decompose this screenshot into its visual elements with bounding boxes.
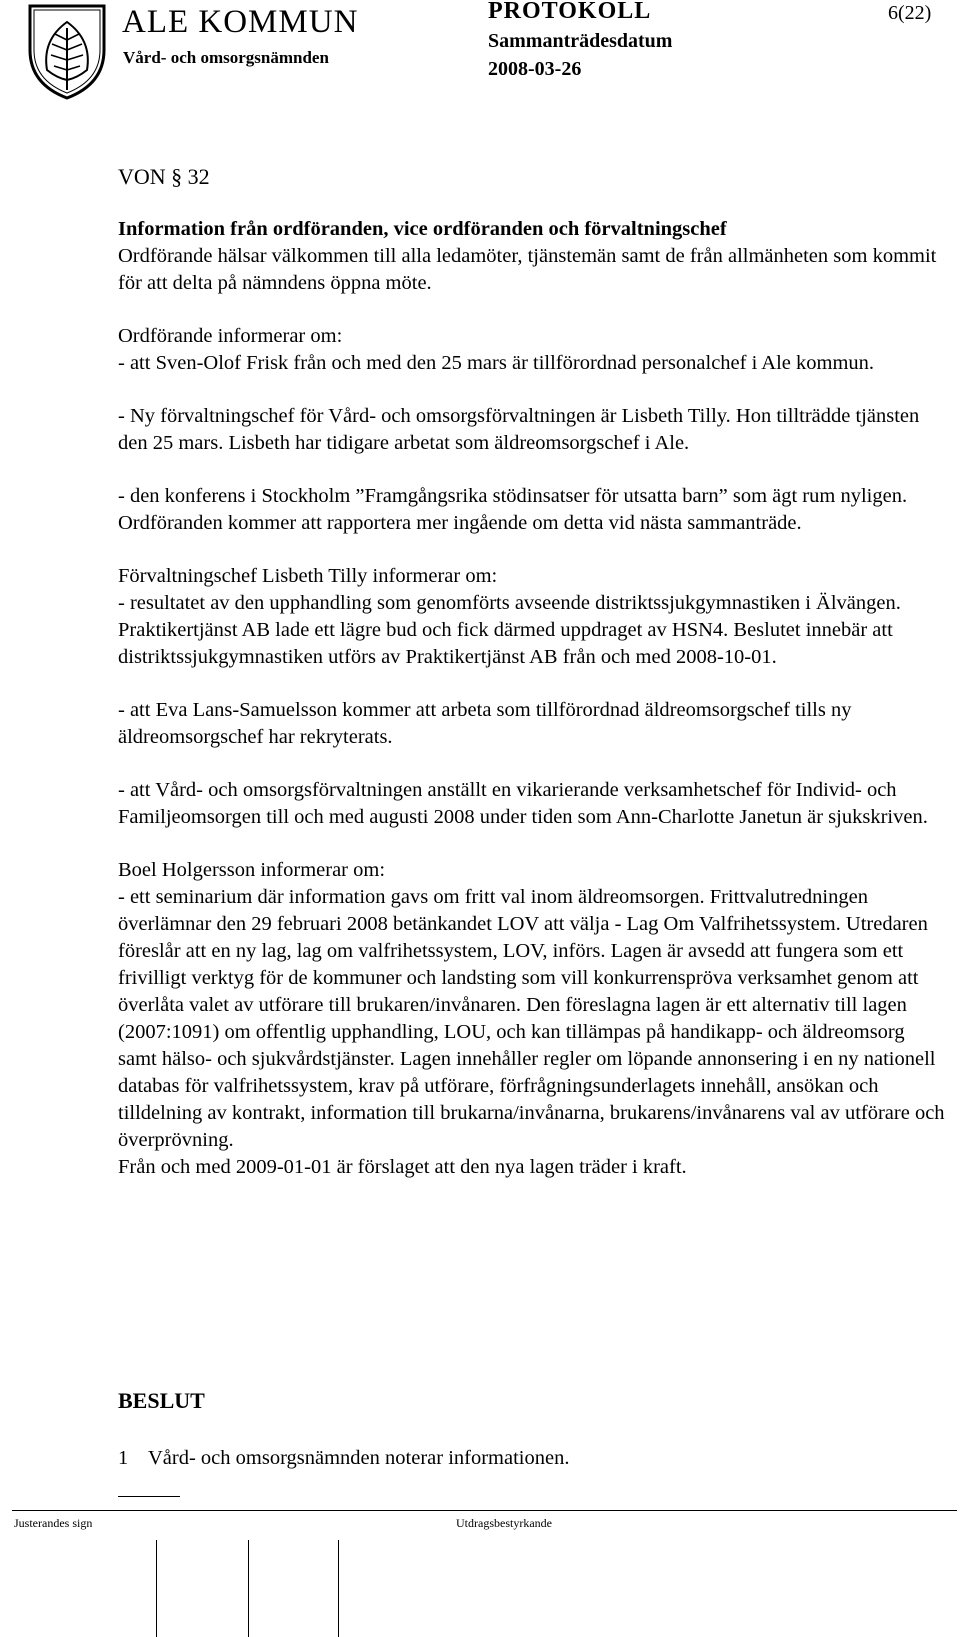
paragraph-manager-item-3: - att Vård- och omsorgsförvaltningen anställt en vikarierande verksamhetschef för Individ- och Familjeomsorgen till och med augusti 2008 under tiden som Ann-Charlotte Janetun är sjukskriven. xyxy=(118,779,928,828)
sign-box-divider xyxy=(156,1540,157,1637)
paragraph-boel-intro: Boel Holgersson informerar om: xyxy=(118,859,386,881)
paragraph-chair-item-3: - den konferens i Stockholm ”Framgångsrika stödinsatser för utsatta barn” som ägt rum nyligen. Ordföranden kommer att rapportera mer ingående om detta vid nästa sammanträde. xyxy=(118,485,908,534)
date-label: Sammanträdesdatum xyxy=(488,30,673,52)
extract-label: Utdragsbestyrkande xyxy=(456,1516,552,1530)
paragraph-effective-date: Från och med 2009-01-01 är förslaget att den nya lagen träder i kraft. xyxy=(118,1156,687,1178)
item-heading: Information från ordföranden, vice ordföranden och förvaltningschef xyxy=(118,218,727,240)
tree-crest-icon xyxy=(22,0,112,100)
footer-rule xyxy=(12,1510,957,1511)
org-name: ALE KOMMUN xyxy=(122,4,359,40)
document-title: PROTOKOLL xyxy=(488,0,652,24)
paragraph-manager-intro: Förvaltningschef Lisbeth Tilly informerar om: xyxy=(118,565,498,587)
meeting-date: 2008-03-26 xyxy=(488,58,582,80)
section-id: VON § 32 xyxy=(118,164,210,189)
sign-box-divider xyxy=(338,1540,339,1637)
paragraph-manager-item-1: - resultatet av den upphandling som genomförts avseende distriktssjukgymnastiken i Älvängen. Praktikertjänst AB lade ett lägre bud och fick därmed uppdraget av HSN4. Beslutet innebär att distriktssjukgymnastiken utförs av Praktikertjänst AB från och med 2008-10-01. xyxy=(118,592,901,668)
decision-rule xyxy=(118,1496,180,1497)
minutes-body xyxy=(118,216,948,1207)
decision-heading: BESLUT xyxy=(118,1388,205,1413)
paragraph-manager-item-2: - att Eva Lans-Samuelsson kommer att arbeta som tillförordnad äldreomsorgschef tills ny äldreomsorgschef har rekryterats. xyxy=(118,699,852,748)
decision-number: 1 xyxy=(118,1447,129,1469)
paragraph-welcome: Ordförande hälsar välkommen till alla ledamöter, tjänstemän samt de från allmänheten som kommit för att delta på nämndens öppna möte. xyxy=(118,245,937,294)
sign-label: Justerandes sign xyxy=(14,1516,93,1530)
sign-box-divider xyxy=(248,1540,249,1637)
decision-item xyxy=(118,1447,569,1470)
committee-name: Vård- och omsorgsnämnden xyxy=(123,48,329,67)
page-number: 6(22) xyxy=(888,2,932,24)
paragraph-chair-intro: Ordförande informerar om: xyxy=(118,325,343,347)
decision-text: Vård- och omsorgsnämnden noterar informationen. xyxy=(148,1447,570,1469)
paragraph-boel-item: - ett seminarium där information gavs om fritt val inom äldreomsorgen. Frittvalutredningen överlämnar den 29 februari 2008 betänkandet LOV att välja - Lag Om Valfrihetssystem. Utredaren föreslår att en ny lag, lag om valfrihetssystem, LOV, införs. Lagen är avsedd att fungera som ett frivilligt verktyg för de kommuner och landsting som vill konkurrenspröva verksamhet genom att överlåta valet av utförare till brukaren/invånaren. Den föreslagna lagen är ett alternativ till lagen (2007:1091) om offentlig upphandling, LOU, och kan tillämpas på handikapp- och äldreomsorg samt hälso- och sjukvårdstjänster. Lagen innehåller regler om löpande annonsering i en ny nationell databas för valfrihetssystem, krav på utförare, förfrågningsunderlagets innehåll, ansökan och tilldelning av kontrakt, information till brukarna/invånarna, brukarens/invånarens val av utförare och överprövning. xyxy=(118,886,945,1151)
paragraph-chair-item-2: - Ny förvaltningschef för Vård- och omsorgsförvaltningen är Lisbeth Tilly. Hon tillträdde tjänsten den 25 mars. Lisbeth har tidigare arbetat som äldreomsorgschef i Ale. xyxy=(118,405,920,454)
paragraph-chair-item-1: - att Sven-Olof Frisk från och med den 25 mars är tillförordnad personalchef i Ale kommun. xyxy=(118,352,875,374)
